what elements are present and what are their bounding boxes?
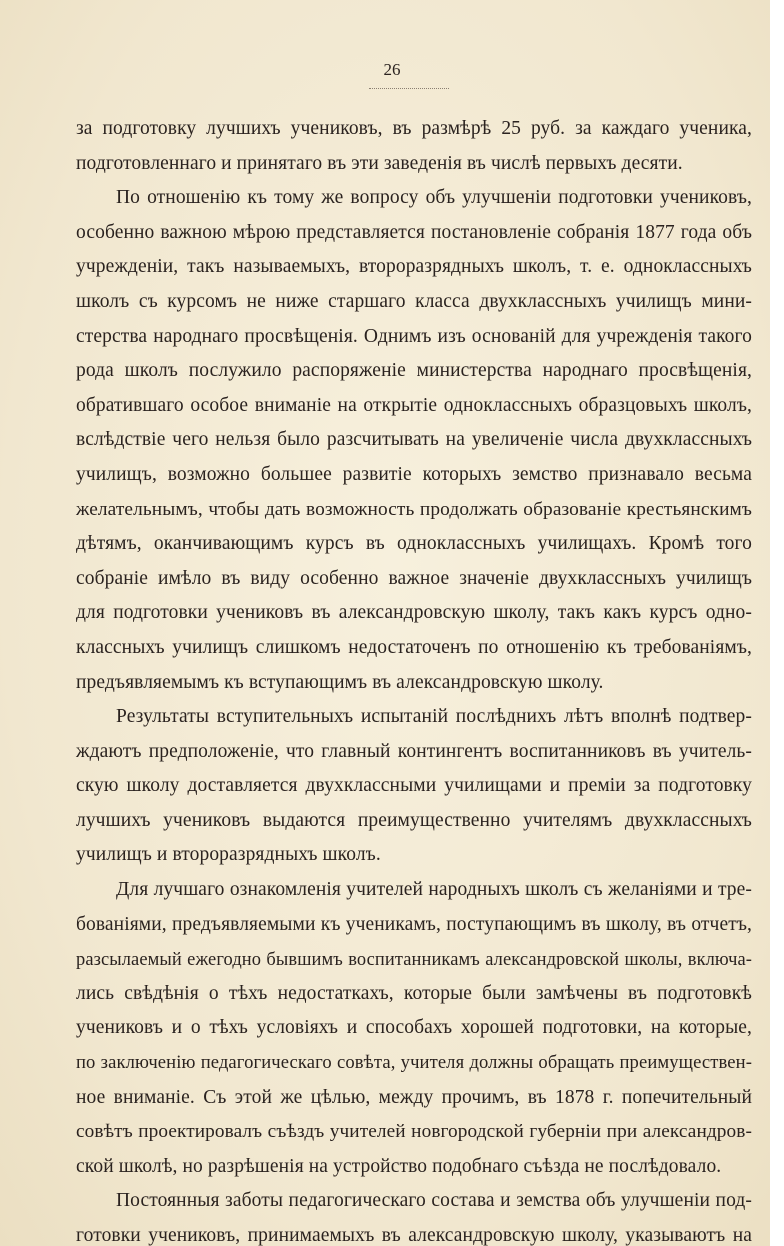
text-line: дѣтямъ, оканчивающимъ курсъ въ одноклассныхъ училищахъ. Кромѣ того	[76, 533, 752, 555]
text-line: лучшихъ учениковъ выдаются преимущественно учителямъ двухклассныхъ	[76, 809, 752, 831]
text-line: учрежденіи, такъ называемыхъ, второразрядныхъ школъ, т. е. одноклассныхъ	[76, 256, 752, 278]
text-line: По отношенію къ тому же вопросу объ улучшеніи подготовки учениковъ,	[116, 187, 752, 209]
text-line: подготовленнаго и принятаго въ эти заведенія въ числѣ первыхъ десяти.	[76, 152, 683, 174]
body-text	[76, 112, 752, 1246]
text-line: за подготовку лучшихъ учениковъ, въ размѣрѣ 25 руб. за каждаго ученика,	[76, 118, 752, 139]
text-line: стерства народнаго просвѣщенія. Однимъ изъ основаній для учрежденія такого	[76, 325, 752, 347]
text-line: ное вниманіе. Съ этой же цѣлью, между прочимъ, въ 1878 г. попечительный	[76, 1086, 752, 1108]
text-line: собраніе имѣло въ виду особенно важное значеніе двухклассныхъ училищъ	[76, 567, 752, 589]
text-line: разсылаемый ежегодно бывшимъ воспитанникамъ александровской школы, включа-	[76, 949, 752, 970]
text-line: Постоянныя заботы педагогическаго состава и земства объ улучшеніи под-	[116, 1190, 752, 1212]
text-line: школъ съ курсомъ не ниже старшаго класса двухклассныхъ училищъ мини-	[76, 290, 752, 312]
scan-margin	[770, 0, 784, 1246]
text-line: классныхъ училищъ слишкомъ недостаточенъ по отношенію къ требованіямъ,	[76, 636, 752, 658]
text-line: вслѣдствіе чего нельзя было разсчитывать на увеличеніе числа двухклассныхъ	[76, 429, 752, 451]
text-line: особенно важною мѣрою представляется постановленіе собранія 1877 года объ	[76, 221, 752, 243]
text-line: рода школъ послужило распоряженіе министерства народнаго просвѣщенія,	[76, 360, 752, 382]
text-line: Для лучшаго ознакомленія учителей народныхъ школъ съ желаніями и тре-	[116, 879, 752, 901]
text-line: желательнымъ, чтобы дать возможность продолжать образованіе крестьянскимъ	[76, 498, 752, 520]
text-line: лись свѣдѣнія о тѣхъ недостаткахъ, которые были замѣчены въ подготовкѣ	[76, 982, 752, 1004]
text-line: совѣтъ проектировалъ съѣздъ учителей новгородской губерніи при александров-	[76, 1121, 752, 1143]
text-line: предъявляемымъ къ вступающимъ въ александровскую школу.	[76, 671, 604, 693]
page-number: 26	[383, 60, 401, 79]
text-line: ждаютъ предположеніе, что главный контингентъ воспитанниковъ въ учитель-	[76, 740, 752, 762]
text-line: училищъ и второразрядныхъ школъ.	[76, 844, 381, 866]
text-line: по заключенію педагогическаго совѣта, учителя должны обращать преимуществен-	[76, 1052, 752, 1074]
text-line: учениковъ и о тѣхъ условіяхъ и способахъ хорошей подготовки, на которые,	[76, 1017, 752, 1039]
text-line: ской школѣ, но разрѣшенія на устройство подобнаго съѣзда не послѣдовало.	[76, 1155, 722, 1177]
text-line: для подготовки учениковъ въ александровскую школу, такъ какъ курсъ одно-	[76, 602, 752, 624]
page-header-rule	[369, 88, 449, 89]
text-line: скую школу доставляется двухклассными училищами и преміи за подготовку	[76, 775, 752, 797]
text-line: готовки учениковъ, принимаемыхъ въ александровскую школу, указываютъ на	[76, 1225, 752, 1246]
text-line: обратившаго особое вниманіе на открытіе одноклассныхъ образцовыхъ школъ,	[76, 394, 752, 416]
text-line: Результаты вступительныхъ испытаній послѣднихъ лѣтъ вполнѣ подтвер-	[116, 706, 752, 728]
text-line: училищъ, возможно большее развитіе которыхъ земство признавало весьма	[76, 463, 752, 485]
text-line: бованіями, предъявляемыми къ ученикамъ, поступающимъ въ школу, въ отчетъ,	[76, 913, 752, 935]
